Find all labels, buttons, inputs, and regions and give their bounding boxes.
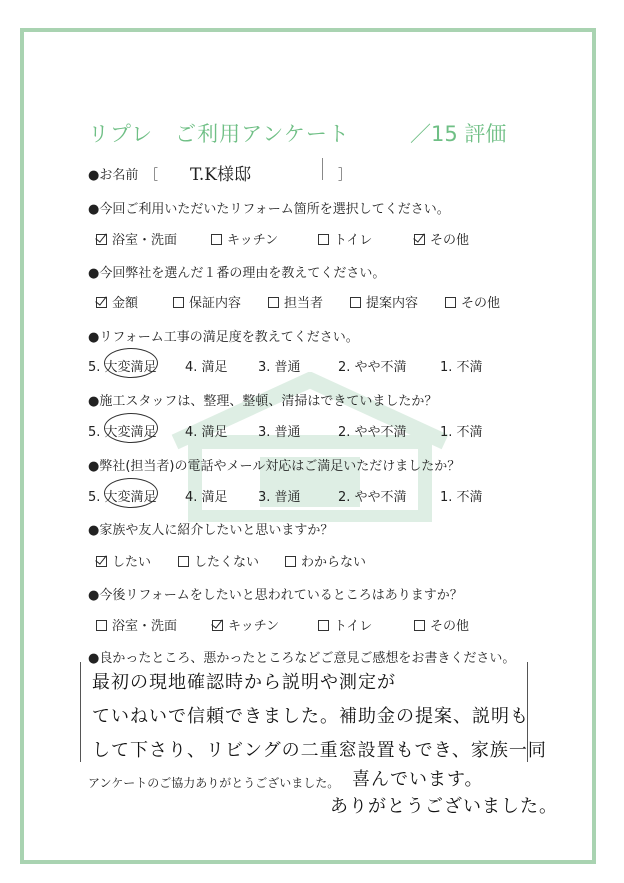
- checkbox-icon[interactable]: [318, 234, 329, 245]
- checkbox-icon[interactable]: [268, 297, 279, 308]
- checkbox-icon[interactable]: [173, 297, 184, 308]
- question-3: ●リフォーム工事の満足度を教えてください。: [88, 330, 359, 345]
- question-2: ●今回弊社を選んだ１番の理由を教えてください。: [88, 266, 386, 281]
- question-5: ●弊社(担当者)の電話やメール対応はご満足いただけましたか？: [88, 459, 461, 474]
- score-label: ／15 評価: [410, 122, 507, 146]
- checkbox-icon[interactable]: [318, 620, 329, 631]
- option-kitchen[interactable]: キッチン: [212, 615, 279, 634]
- name-bracket-close: ］: [338, 168, 352, 183]
- checkbox-checked-icon[interactable]: [96, 234, 107, 245]
- selection-circle: [104, 478, 158, 508]
- scale-5[interactable]: 5. 大変満足: [88, 425, 157, 440]
- option-kitchen[interactable]: キッチン: [211, 229, 278, 248]
- checkbox-icon[interactable]: [285, 556, 296, 567]
- scale-3[interactable]: 3. 普通: [258, 425, 301, 440]
- option-bath[interactable]: 浴室・洗面: [96, 615, 177, 634]
- comment-line-5: ありがとうございました。: [330, 796, 558, 817]
- option-warranty[interactable]: 保証内容: [173, 292, 241, 311]
- option-staff[interactable]: 担当者: [268, 292, 323, 311]
- question-8: ●良かったところ、悪かったところなどご意見ご感想をお書きください。: [88, 651, 516, 666]
- question-4: ●施工スタッフは、整理、整頓、清掃はできていましたか？: [88, 394, 438, 409]
- scale-2[interactable]: 2. やや不満: [338, 360, 407, 375]
- question-1: ●今回ご利用いただいたリフォーム箇所を選択してください。: [88, 202, 450, 217]
- scale-5[interactable]: 5. 大変満足: [88, 490, 157, 505]
- selection-circle: [104, 348, 158, 378]
- name-divider: [322, 158, 323, 180]
- option-price[interactable]: 金額: [96, 292, 138, 311]
- checkbox-icon[interactable]: [211, 234, 222, 245]
- option-other[interactable]: その他: [414, 615, 469, 634]
- comment-line-4: 喜んでいます。: [352, 769, 484, 790]
- scale-4[interactable]: 4. 満足: [185, 360, 228, 375]
- scale-4[interactable]: 4. 満足: [185, 490, 228, 505]
- checkbox-icon[interactable]: [350, 297, 361, 308]
- scale-5[interactable]: 5. 大変満足: [88, 360, 157, 375]
- name-label: ●お名前: [88, 168, 139, 183]
- option-other[interactable]: その他: [414, 229, 469, 248]
- option-unsure[interactable]: わからない: [285, 551, 366, 570]
- comment-line-2: ていねいで信頼できました。補助金の提案、説明も: [92, 706, 529, 727]
- scale-1[interactable]: 1. 不満: [440, 425, 483, 440]
- scale-1[interactable]: 1. 不満: [440, 360, 483, 375]
- thanks-message: アンケートのご協力ありがとうございました。: [88, 776, 340, 790]
- checkbox-checked-icon[interactable]: [96, 297, 107, 308]
- checkbox-icon[interactable]: [96, 620, 107, 631]
- scale-3[interactable]: 3. 普通: [258, 490, 301, 505]
- option-other[interactable]: その他: [445, 292, 500, 311]
- selection-circle: [104, 413, 158, 443]
- option-bath[interactable]: 浴室・洗面: [96, 229, 177, 248]
- checkbox-icon[interactable]: [445, 297, 456, 308]
- option-proposal[interactable]: 提案内容: [350, 292, 418, 311]
- scale-2[interactable]: 2. やや不満: [338, 425, 407, 440]
- comment-line-3: して下さり、リビングの二重窓設置もでき、家族一同: [92, 740, 547, 761]
- name-value: T.K様邸: [190, 165, 251, 185]
- scale-1[interactable]: 1. 不満: [440, 490, 483, 505]
- survey-title: リプレ ご利用アンケート: [88, 122, 350, 146]
- option-toilet[interactable]: トイレ: [318, 229, 372, 248]
- checkbox-checked-icon[interactable]: [96, 556, 107, 567]
- scale-4[interactable]: 4. 満足: [185, 425, 228, 440]
- checkbox-checked-icon[interactable]: [212, 620, 223, 631]
- question-7: ●今後リフォームをしたいと思われているところはありますか？: [88, 588, 463, 603]
- option-toilet[interactable]: トイレ: [318, 615, 372, 634]
- comment-line-1: 最初の現地確認時から説明や測定が: [92, 672, 396, 693]
- scale-3[interactable]: 3. 普通: [258, 360, 301, 375]
- option-yes[interactable]: したい: [96, 551, 151, 570]
- option-no[interactable]: したくない: [178, 551, 259, 570]
- checkbox-checked-icon[interactable]: [414, 234, 425, 245]
- name-bracket-open: ［: [145, 168, 159, 183]
- scale-2[interactable]: 2. やや不満: [338, 490, 407, 505]
- checkbox-icon[interactable]: [178, 556, 189, 567]
- checkbox-icon[interactable]: [414, 620, 425, 631]
- question-6: ●家族や友人に紹介したいと思いますか？: [88, 523, 334, 538]
